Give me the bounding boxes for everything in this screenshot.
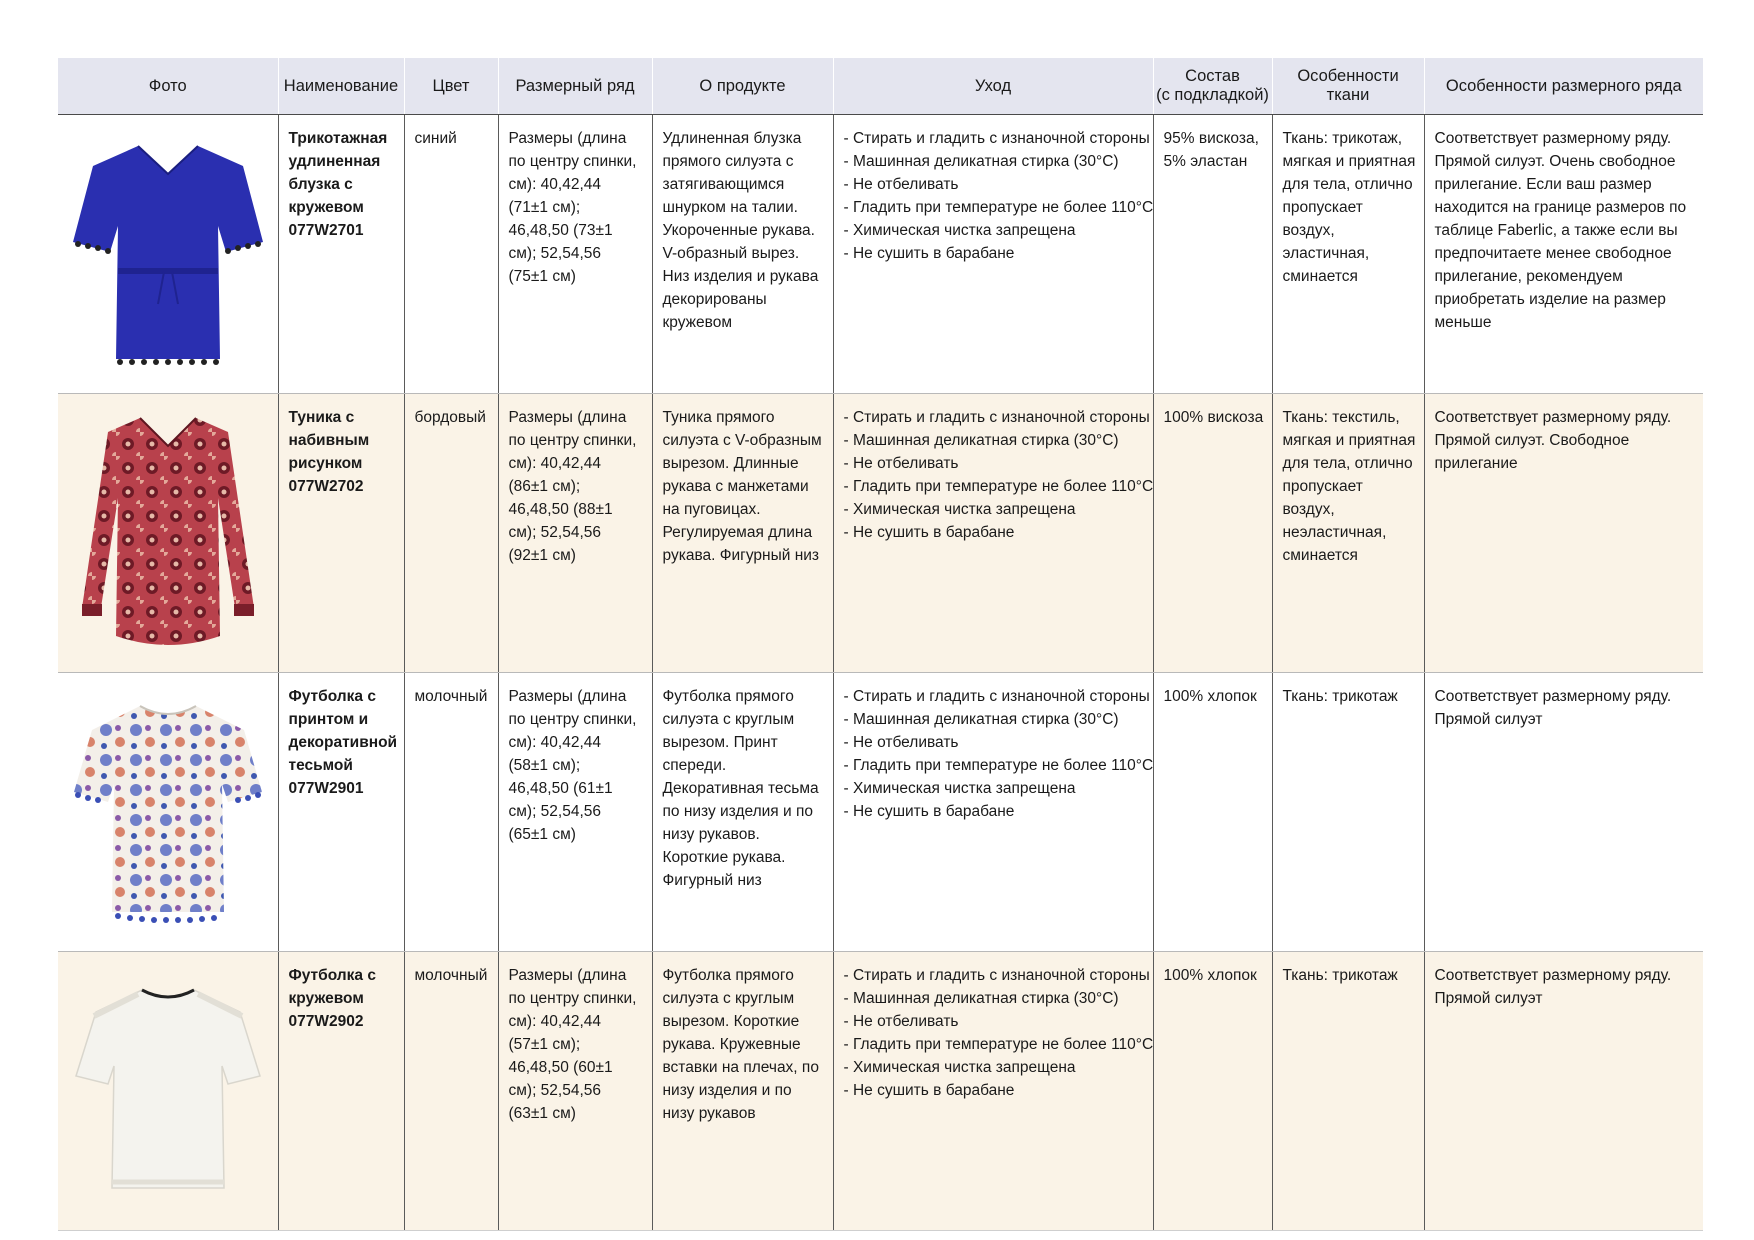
- product-description: Футболка прямого силуэта с круглым вырезом. Принт спереди. Декоративная тесьма по низу изделия и по низу рукавов. Короткие рукава. Фигурный низ: [652, 673, 833, 952]
- printed-tshirt-photo: [68, 692, 268, 932]
- product-name: Трикотажная удлиненная блузка с кружевом 077W2701: [278, 115, 404, 394]
- header-name: Наименование: [278, 58, 404, 115]
- header-composition: [1153, 58, 1272, 115]
- product-fabric: Ткань: трикотаж, мягкая и приятная для тела, отлично пропускает воздух, эластичная, сминается: [1272, 115, 1424, 394]
- lace-tshirt-photo: [68, 976, 268, 1206]
- care-line: - Гладить при температуре не более 110°С: [843, 757, 1153, 774]
- header-photo: Фото: [58, 58, 278, 115]
- photo-cell: [58, 394, 278, 673]
- care-line: - Стирать и гладить с изнаночной стороны: [843, 409, 1150, 426]
- product-size-range: Размеры (длина по центру спинки, см): 40,42,44 (57±1 см); 46,48,50 (60±1 см); 52,54,56 (63±1 см): [498, 952, 652, 1231]
- tunic-photo: [68, 408, 268, 658]
- product-composition: 100% хлопок: [1153, 952, 1272, 1231]
- care-line: - Не сушить в барабане: [843, 245, 1015, 262]
- product-table: [58, 58, 1703, 1231]
- product-description: Футболка прямого силуэта с круглым вырезом. Короткие рукава. Кружевные вставки на плечах, по низу изделия и по низу рукавов: [652, 952, 833, 1231]
- tshirt-body: [74, 706, 262, 912]
- product-composition: 100% хлопок: [1153, 673, 1272, 952]
- header-size: Размерный ряд: [498, 58, 652, 115]
- care-line: - Химическая чистка запрещена: [843, 501, 1076, 518]
- tshirt-body: [76, 990, 260, 1188]
- care-line: - Машинная деликатная стирка (30°С): [843, 711, 1119, 728]
- tunic-body: [82, 418, 254, 645]
- photo-cell: [58, 952, 278, 1231]
- care-line: - Не сушить в барабане: [843, 803, 1015, 820]
- header-fit: Особенности размерного ряда: [1424, 58, 1703, 115]
- product-fit: Соответствует размерному ряду. Прямой силуэт: [1424, 952, 1703, 1231]
- care-line: - Машинная деликатная стирка (30°С): [843, 153, 1119, 170]
- table-row: [58, 115, 1703, 394]
- product-size-range: Размеры (длина по центру спинки, см): 40,42,44 (86±1 см); 46,48,50 (88±1 см); 52,54,56 (92±1 см): [498, 394, 652, 673]
- header-about: О продукте: [652, 58, 833, 115]
- product-fabric: Ткань: текстиль, мягкая и приятная для тела, отлично пропускает воздух, неэластичная, сминается: [1272, 394, 1424, 673]
- care-line: - Химическая чистка запрещена: [843, 1059, 1076, 1076]
- photo-cell: [58, 115, 278, 394]
- product-size-range: Размеры (длина по центру спинки, см): 40,42,44 (58±1 см); 46,48,50 (61±1 см); 52,54,56 (65±1 см): [498, 673, 652, 952]
- header-composition-line1: Состав: [1185, 67, 1240, 85]
- care-line: - Гладить при температуре не более 110°С: [843, 1036, 1153, 1053]
- care-line: - Химическая чистка запрещена: [843, 780, 1076, 797]
- photo-cell: [58, 673, 278, 952]
- table-row: [58, 952, 1703, 1231]
- table-body: [58, 115, 1703, 1231]
- product-table-sheet: [58, 58, 1703, 1231]
- product-care: [833, 394, 1153, 673]
- care-line: - Стирать и гладить с изнаночной стороны: [843, 688, 1150, 705]
- care-line: - Не сушить в барабане: [843, 1082, 1015, 1099]
- table-header: [58, 58, 1703, 115]
- product-color: молочный: [404, 952, 498, 1231]
- product-name: Футболка с принтом и декоративной тесьмой 077W2901: [278, 673, 404, 952]
- product-description: Туника прямого силуэта с V-образным вырезом. Длинные рукава с манжетами на пуговицах. Регулируемая длина рукава. Фигурный низ: [652, 394, 833, 673]
- product-size-range: Размеры (длина по центру спинки, см): 40,42,44 (71±1 см); 46,48,50 (73±1 см); 52,54,56 (75±1 см): [498, 115, 652, 394]
- product-description: Удлиненная блузка прямого силуэта с затягивающимся шнурком на талии. Укороченные рукава. V-образный вырез. Низ изделия и рукава декорированы кружевом: [652, 115, 833, 394]
- product-fit: Соответствует размерному ряду. Прямой силуэт. Свободное прилегание: [1424, 394, 1703, 673]
- care-line: - Гладить при температуре не более 110°С: [843, 199, 1153, 216]
- product-color: синий: [404, 115, 498, 394]
- header-composition-line2: (с подкладкой): [1156, 86, 1269, 104]
- care-line: - Машинная деликатная стирка (30°С): [843, 432, 1119, 449]
- product-name: Туника с набивным рисунком 077W2702: [278, 394, 404, 673]
- blouse-body: [73, 146, 263, 359]
- product-care: [833, 673, 1153, 952]
- product-composition: 95% вискоза, 5% эластан: [1153, 115, 1272, 394]
- care-line: - Не сушить в барабане: [843, 524, 1015, 541]
- care-line: - Не отбеливать: [843, 455, 959, 472]
- care-line: - Химическая чистка запрещена: [843, 222, 1076, 239]
- table-row: [58, 394, 1703, 673]
- care-line: - Не отбеливать: [843, 176, 959, 193]
- care-line: - Не отбеливать: [843, 734, 959, 751]
- header-color: Цвет: [404, 58, 498, 115]
- product-care: [833, 952, 1153, 1231]
- care-line: - Машинная деликатная стирка (30°С): [843, 990, 1119, 1007]
- blouse-photo: [68, 134, 268, 374]
- product-color: бордовый: [404, 394, 498, 673]
- product-color: молочный: [404, 673, 498, 952]
- product-name: Футболка с кружевом 077W2902: [278, 952, 404, 1231]
- header-fabric: Особенности ткани: [1272, 58, 1424, 115]
- care-line: - Стирать и гладить с изнаночной стороны: [843, 967, 1150, 984]
- care-line: - Не отбеливать: [843, 1013, 959, 1030]
- product-composition: 100% вискоза: [1153, 394, 1272, 673]
- product-fit: Соответствует размерному ряду. Прямой силуэт. Очень свободное прилегание. Если ваш размер находится на границе размеров по таблице Faberlic, а также если вы предпочитаете менее свободное прилегание, рекомендуем приобретать изделие на размер меньше: [1424, 115, 1703, 394]
- product-care: [833, 115, 1153, 394]
- care-line: - Стирать и гладить с изнаночной стороны: [843, 130, 1150, 147]
- table-row: [58, 673, 1703, 952]
- care-line: - Гладить при температуре не более 110°С: [843, 478, 1153, 495]
- header-row: [58, 58, 1703, 115]
- header-care: Уход: [833, 58, 1153, 115]
- product-fabric: Ткань: трикотаж: [1272, 673, 1424, 952]
- product-fit: Соответствует размерному ряду. Прямой силуэт: [1424, 673, 1703, 952]
- product-fabric: Ткань: трикотаж: [1272, 952, 1424, 1231]
